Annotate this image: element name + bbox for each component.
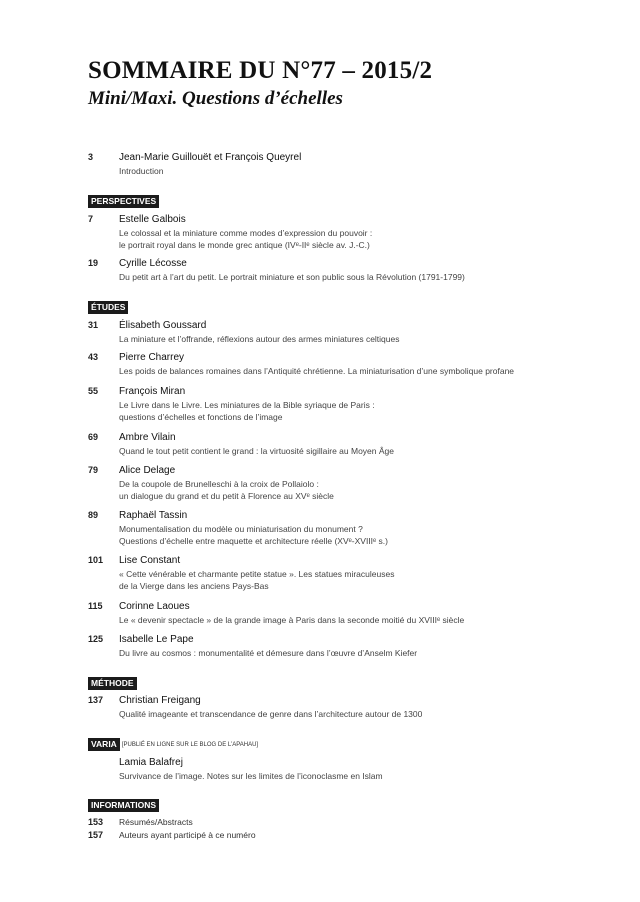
section-label: ÉTUDES — [88, 301, 128, 314]
section-note: [PUBLIÉ EN LIGNE SUR LE BLOG DE L’APAHAU] — [121, 741, 259, 748]
entry-page-number: 137 — [88, 695, 104, 705]
section-label: INFORMATIONS — [88, 799, 159, 812]
entry-page-number: 79 — [88, 465, 99, 475]
entry-author: Jean-Marie Guillouët et François Queyrel — [119, 152, 302, 163]
entry-page-number: 43 — [88, 352, 99, 362]
info-item-text: Résumés/Abstracts — [119, 817, 193, 827]
entry-description-line: Introduction — [119, 166, 164, 176]
section-header-etudes — [88, 299, 128, 317]
entry-description-line: Quand le tout petit contient le grand : la virtuosité sigillaire au Moyen Âge — [119, 446, 394, 456]
entry-author: Christian Freigang — [119, 695, 201, 706]
entry-page-number: 125 — [88, 634, 104, 644]
info-item — [88, 816, 193, 828]
entry-description-line: Survivance de l’image. Notes sur les limites de l’iconoclasme en Islam — [119, 771, 383, 781]
entry-description-line: Du petit art à l’art du petit. Le portrait miniature et son public sous la Révolution (1791-1799) — [119, 272, 465, 282]
entry-page-number: 55 — [88, 386, 99, 396]
entry-page-number: 157 — [88, 830, 104, 840]
info-item-text: Auteurs ayant participé à ce numéro — [119, 830, 256, 840]
entry-description — [119, 365, 514, 377]
entry-author: Élisabeth Goussard — [119, 320, 207, 331]
entry-description-line: Questions d’échelle entre maquette et architecture réelle (XVᵉ-XVIIIᵉ s.) — [119, 536, 388, 546]
entry-author: Isabelle Le Pape — [119, 634, 194, 645]
entry-description — [119, 445, 394, 457]
entry-page-number: 89 — [88, 510, 99, 520]
section-header-methode — [88, 675, 137, 693]
entry-description — [119, 568, 394, 592]
entry-description — [119, 165, 163, 177]
section-header-informations — [88, 797, 159, 815]
entry-page-number: 101 — [88, 555, 104, 565]
entry-author: Alice Delage — [119, 465, 176, 476]
entry-description — [119, 227, 372, 251]
entry-description-line: un dialogue du grand et du petit à Florence au XVᵉ siècle — [119, 491, 334, 501]
entry-description-line: Les poids de balances romaines dans l’Antiquité chrétienne. La miniaturisation d’une symbolique profane — [119, 366, 515, 376]
entry-description — [119, 399, 375, 423]
entry-author: Lamia Balafrej — [119, 757, 183, 768]
entry-description — [119, 478, 334, 502]
entry-page-number: 19 — [88, 258, 99, 268]
entry-author: Cyrille Lécosse — [119, 258, 187, 269]
entry-author: Corinne Laoues — [119, 601, 190, 612]
entry-description — [119, 647, 417, 659]
entry-page-number: 153 — [88, 817, 104, 827]
entry-description — [119, 708, 422, 720]
entry-description-line: Le colossal et la miniature comme modes d’expression du pouvoir : — [119, 228, 373, 238]
entry-description-line: Le Livre dans le Livre. Les miniatures de la Bible syriaque de Paris : — [119, 400, 375, 410]
info-item — [88, 829, 256, 841]
entry-description-line: Monumentalisation du modèle ou miniaturisation du monument ? — [119, 524, 363, 534]
entry-description — [119, 333, 400, 345]
entry-author: Lise Constant — [119, 555, 181, 566]
entry-author: Estelle Galbois — [119, 214, 186, 225]
issue-subtitle: Mini/Maxi. Questions d’échelles — [88, 88, 343, 109]
entry-description-line: le portrait royal dans le monde grec antique (IVᵉ-IIᵉ siècle av. J.-C.) — [119, 240, 370, 250]
entry-description-line: questions d’échelles et fonctions de l’image — [119, 412, 283, 422]
entry-page-number: 7 — [88, 214, 94, 224]
section-header-perspectives — [88, 193, 159, 211]
entry-description-line: de la Vierge dans les anciens Pays-Bas — [119, 581, 269, 591]
section-label: MÉTHODE — [88, 677, 137, 690]
entry-author: François Miran — [119, 386, 186, 397]
entry-author: Pierre Charrey — [119, 352, 185, 363]
entry-description-line: « Cette vénérable et charmante petite statue ». Les statues miraculeuses — [119, 569, 395, 579]
entry-page-number: 31 — [88, 320, 99, 330]
page-title: SOMMAIRE DU N°77 – 2015/2 — [88, 57, 433, 84]
entry-description — [119, 523, 388, 547]
entry-description — [119, 614, 464, 626]
entry-author: Raphaël Tassin — [119, 510, 188, 521]
entry-description-line: Qualité imageante et transcendance de genre dans l’architecture autour de 1300 — [119, 709, 423, 719]
entry-description-line: De la coupole de Brunelleschi à la croix de Pollaiolo : — [119, 479, 319, 489]
entry-page-number: 69 — [88, 432, 99, 442]
entry-description — [119, 770, 383, 782]
section-label: VARIA — [88, 738, 120, 751]
entry-description-line: Du livre au cosmos : monumentalité et démesure dans l’œuvre d’Anselm Kiefer — [119, 648, 418, 658]
entry-description — [119, 271, 465, 283]
entry-author: Ambre Vilain — [119, 432, 176, 443]
section-header-varia — [88, 736, 258, 754]
entry-page-number: 3 — [88, 152, 94, 162]
entry-description-line: Le « devenir spectacle » de la grande image à Paris dans la seconde moitié du XVIIIᵉ siècle — [119, 615, 465, 625]
section-label: PERSPECTIVES — [88, 195, 159, 208]
entry-description-line: La miniature et l’offrande, réflexions autour des armes miniatures celtiques — [119, 334, 400, 344]
entry-page-number: 115 — [88, 601, 103, 611]
